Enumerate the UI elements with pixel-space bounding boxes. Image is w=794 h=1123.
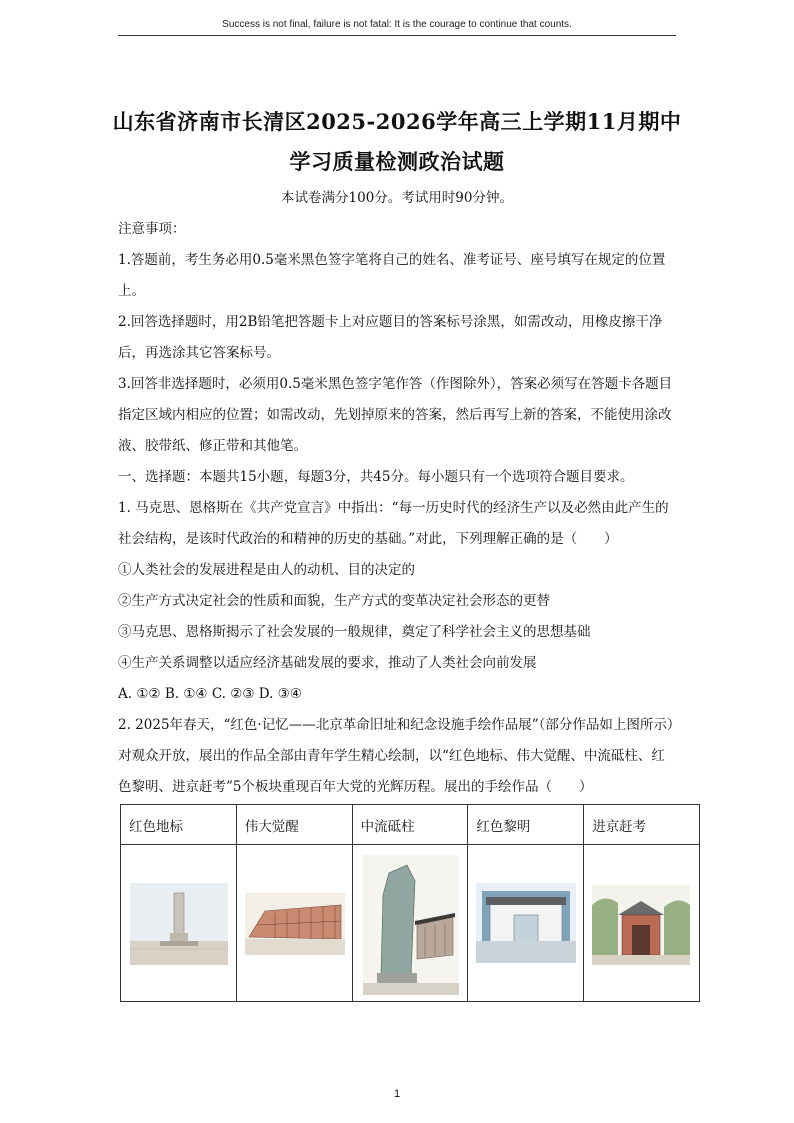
table-image-cell bbox=[468, 845, 584, 1002]
monument-sketch-image bbox=[130, 883, 228, 965]
table-image-cell bbox=[584, 845, 700, 1002]
courtyard-gate-sketch-image bbox=[592, 885, 690, 965]
notice-item-1: 1.答题前，考生务必用0.5毫米黑色签字笔将自己的姓名、准考证号、座号填写在规定的位置上。 bbox=[118, 252, 666, 299]
table-header-cell: 中流砥柱 bbox=[352, 805, 468, 845]
question-1-option-2: ②生产方式决定社会的性质和面貌，生产方式的变革决定社会形态的更替 bbox=[118, 593, 550, 609]
table-header-cell: 红色黎明 bbox=[468, 805, 584, 845]
question-1-stem: 1. 马克思、恩格斯在《共产党宣言》中指出：“每一历史时代的经济生产以及必然由此产生的社会结构，是该时代政治的和精神的历史的基础。”对此，下列理解正确的是（ ） bbox=[118, 500, 669, 547]
notice-item-2: 2.回答选择题时，用2B铅笔把答题卡上对应题目的答案标号涂黑，如需改动，用橡皮擦干净后，再选涂其它答案标号。 bbox=[118, 314, 663, 361]
document-body bbox=[118, 214, 678, 803]
question-1-choices: A. ①② B. ①④ C. ②③ D. ③④ bbox=[118, 686, 302, 702]
table-header-cell: 进京赶考 bbox=[584, 805, 700, 845]
header-rule bbox=[118, 35, 676, 36]
notice-heading: 注意事项： bbox=[118, 221, 186, 237]
red-building-sketch-image bbox=[245, 893, 345, 955]
question-1-option-3: ③马克思、恩格斯揭示了社会发展的一般规律，奠定了科学社会主义的思想基础 bbox=[118, 624, 591, 640]
question-1-option-1: ①人类社会的发展进程是由人的动机、目的决定的 bbox=[118, 562, 415, 578]
header-motto: Success is not final, failure is not fatal: It is the courage to continue that counts. bbox=[222, 19, 572, 30]
table-header-cell: 伟大觉醒 bbox=[236, 805, 352, 845]
page-number: 1 bbox=[393, 1088, 401, 1100]
table-image-cell bbox=[352, 845, 468, 1002]
question-2-stem: 2. 2025年春天，“红色·记忆——北京革命旧址和纪念设施手绘作品展”（部分作品如上图所示）对观众开放，展出的作品全部由青年学生精心绘制，以“红色地标、伟大觉醒、中流砥柱、红色黎明、进京赶考”5个板块重现百年大党的光辉历程。展出的手绘作品（ ） bbox=[118, 717, 674, 795]
statue-sketch-image bbox=[363, 855, 459, 995]
notice-item-3: 3.回答非选择题时，必须用0.5毫米黑色签字笔作答（作图除外），答案必须写在答题卡各题目指定区域内相应的位置；如需改动，先划掉原来的答案，然后再写上新的答案，不能使用涂改液、胶带纸、修正带和其他笔。 bbox=[118, 376, 673, 454]
exam-title-line1: 山东省济南市长清区2025-2026学年高三上学期11月期中 bbox=[112, 109, 682, 134]
question-1-option-4: ④生产关系调整以适应经济基础发展的要求，推动了人类社会向前发展 bbox=[118, 655, 537, 671]
memorial-gate-sketch-image bbox=[476, 883, 576, 963]
table-image-cell bbox=[121, 845, 237, 1002]
table-image-cell bbox=[236, 845, 352, 1002]
exam-subtitle: 本试卷满分100分。考试用时90分钟。 bbox=[281, 190, 513, 206]
artwork-table bbox=[120, 804, 700, 1002]
section-heading: 一、选择题：本题共15小题，每题3分，共45分。每小题只有一个选项符合题目要求。 bbox=[118, 469, 634, 485]
table-header-cell: 红色地标 bbox=[121, 805, 237, 845]
exam-title-line2: 学习质量检测政治试题 bbox=[289, 149, 505, 174]
